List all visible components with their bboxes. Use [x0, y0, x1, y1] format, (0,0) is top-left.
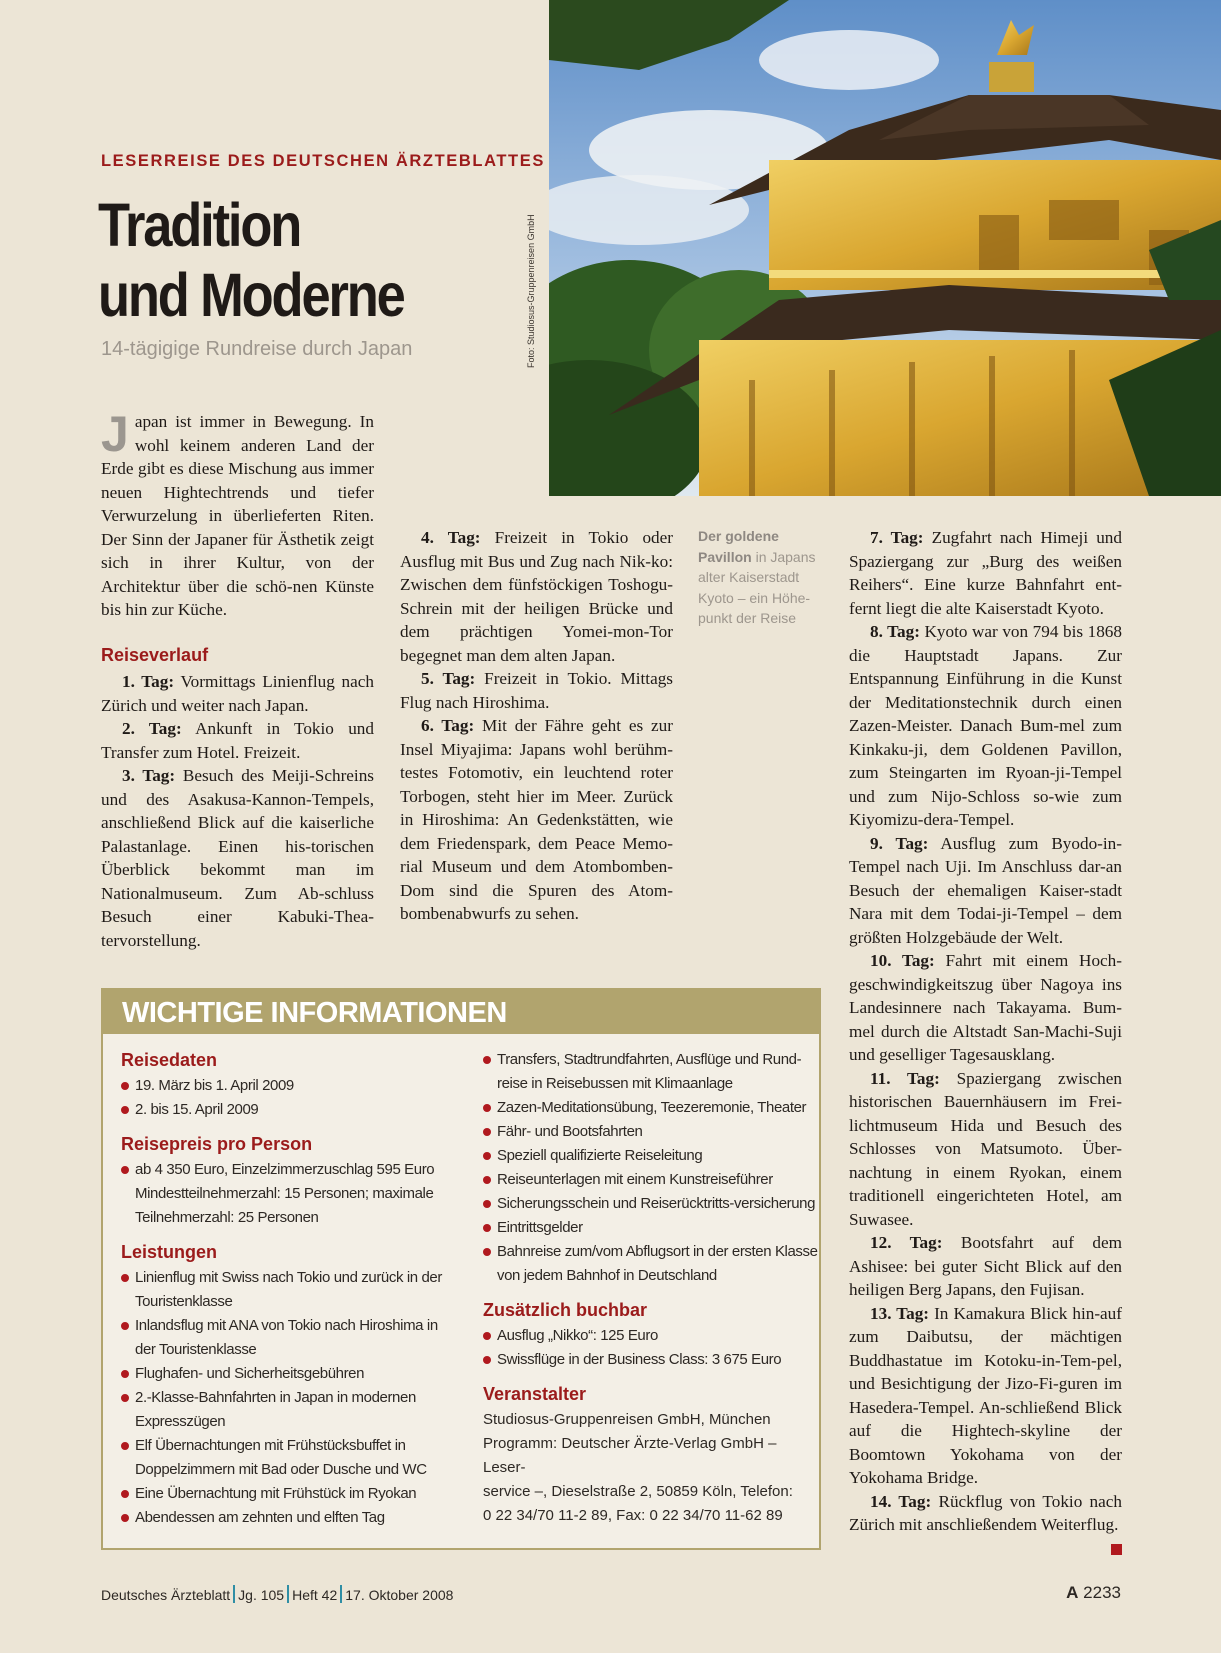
day-paragraph: 6. Tag: Mit der Fähre geht es zur Insel Miyajima: Japans wohl berühm-testes Fotomotiv, ein leuchtend roter Torbogen, steht hier im Meer. Zurück in Hiroshima: An Gedenkstätten, wie dem Friedenspark, dem Peace Memo-rial Museum und dem Atombomben-Dom sind die Spuren des Atom-bombenabwurfs zu sehen.	[400, 716, 673, 923]
list-item: Transfers, Stadtrundfahrten, Ausflüge und Rund-reise in Reisebussen mit Klimaanlage	[483, 1048, 818, 1096]
veranstalter-line: Studiosus-Gruppenreisen GmbH, München	[483, 1411, 771, 1428]
day-paragraph: 3. Tag: Besuch des Meiji-Schreins und des Asakusa-Kannon-Tempels, anschließend Blick auf die kaiserliche Palastanlage. Einen his-torischen Überblick bekommt man im Nationalmuseum. Zum Ab-schluss Besuch einer Kabuki-Thea-tervorstellung.	[101, 766, 374, 950]
list-item: Abendessen am zehnten und elften Tag	[121, 1506, 456, 1530]
day-paragraph: 1. Tag: Vormittags Linienflug nach Zürich und weiter nach Japan.	[101, 672, 374, 715]
info-box-heading: WICHTIGE INFORMATIONEN	[103, 990, 819, 1034]
day-paragraph: 4. Tag: Freizeit in Tokio oder Ausflug mit Bus und Zug nach Nik-ko: Zwischen dem fünfstöckigen Toshogu-Schrein mit der heiligen Brücke und dem prächtigen Yomei-mon-Tor begegnet man dem alten Japan.	[400, 528, 673, 665]
text-column-3	[849, 526, 1122, 1555]
text-column-2	[400, 526, 673, 926]
list-item: Swissflüge in der Business Class: 3 675 Euro	[483, 1348, 818, 1372]
list-item: Elf Übernachtungen mit Frühstücksbuffet in Doppelzimmern mit Bad oder Dusche und WC	[121, 1434, 456, 1482]
day-paragraph: 11. Tag: Spaziergang zwischen historischen Bauernhäusern im Frei-lichtmuseum Hida und Besuch des Schlosses von Matsumoto. Über-nachtung in einem Ryokan, einem traditionell eingerichteten Hotel, am Suwasee.	[849, 1068, 1122, 1229]
info-box	[101, 988, 821, 1550]
footer-separator	[287, 1585, 289, 1603]
list-item: Zazen-Meditationsübung, Teezeremonie, Theater	[483, 1096, 818, 1120]
list-item: Bahnreise zum/vom Abflugsort in der ersten Klasse von jedem Bahnhof in Deutschland	[483, 1240, 818, 1288]
list-item: Eintrittsgelder	[483, 1216, 818, 1240]
kicker: LESERREISE DES DEUTSCHEN ÄRZTEBLATTES	[101, 152, 545, 170]
list-item: 19. März bis 1. April 2009	[121, 1074, 456, 1098]
list-item: Eine Übernachtung mit Frühstück im Ryokan	[121, 1482, 456, 1506]
list-item: Speziell qualifizierte Reiseleitung	[483, 1144, 818, 1168]
veranstalter-line: service –, Dieselstraße 2, 50859 Köln, Telefon:	[483, 1483, 793, 1500]
day-paragraph: 5. Tag: Freizeit in Tokio. Mittags Flug nach Hiroshima.	[400, 669, 673, 712]
list-item: Flughafen- und Sicherheitsgebühren	[121, 1362, 456, 1386]
title-line-1: Tradition	[98, 191, 301, 259]
list-item: Linienflug mit Swiss nach Tokio und zurück in der Touristenklasse	[121, 1266, 456, 1314]
day-paragraph: 13. Tag: In Kamakura Blick hin-auf zum Daibutsu, der mächtigen Buddhastatue im Kotoku-in-Tem-pel, und Besichtigung der Jizo-Fi-guren im Hasedera-Tempel. An-schließend Blick auf die Hightech-skyline der Boomtown Yokohama von der Yokohama Bridge.	[849, 1303, 1122, 1487]
text-column-1	[101, 406, 374, 952]
veranstalter-heading: Veranstalter	[483, 1384, 587, 1404]
info-column-right	[483, 1048, 818, 1528]
journal-name: Deutsches Ärzteblatt	[101, 1587, 231, 1603]
veranstalter-line: Programm: Deutscher Ärzte-Verlag GmbH – Leser-	[483, 1435, 777, 1476]
zusaetzlich-list	[483, 1324, 818, 1372]
list-item: Sicherungsschein und Reiserücktritts-versicherung	[483, 1192, 818, 1216]
list-item: Inlandsflug mit ANA von Tokio nach Hiroshima in der Touristenklasse	[121, 1314, 456, 1362]
intro-paragraph: Japan ist immer in Bewegung. In wohl keinem anderen Land der Erde gibt es diese Mischung aus immer neuen Hightechtrends und tiefer Verwurzelung in überlieferten Riten. Der Sinn der Japaner für Ästhetik zeigt sich in ihrer Kultur, von der Architektur über die schö-nen Künste bis hin zur Küche.	[101, 406, 374, 619]
reisedaten-list	[121, 1074, 456, 1122]
day-paragraph: 12. Tag: Bootsfahrt auf dem Ashisee: bei guter Sicht Blick auf den heiligen Berg Japans, den Fujisan.	[849, 1233, 1122, 1299]
info-column-left	[121, 1048, 456, 1540]
veranstalter-line: 0 22 34/70 11-2 89, Fax: 0 22 34/70 11-62 89	[483, 1507, 783, 1524]
zusaetzlich-heading: Zusätzlich buchbar	[483, 1300, 648, 1320]
leistungen-list-continued	[483, 1048, 818, 1288]
photo-caption: Der goldene Pavillon in Japans alter Kaiserstadt Kyoto – ein Höhe-punkt der Reise	[698, 528, 816, 626]
golden-pavilion-photo	[549, 0, 1221, 496]
preis-heading: Reisepreis pro Person	[121, 1134, 313, 1154]
photo-credit: Foto: Studiosus-Gruppenreisen GmbH	[526, 214, 536, 368]
volume: Jg. 105	[238, 1587, 285, 1603]
section-heading-reiseverlauf: Reiseverlauf	[101, 644, 209, 665]
title-line-2: und Moderne	[98, 261, 404, 329]
page-number: A 2233	[1066, 1583, 1121, 1602]
day-paragraph: 2. Tag: Ankunft in Tokio und Transfer zum Hotel. Freizeit.	[101, 719, 374, 762]
leistungen-heading: Leistungen	[121, 1242, 218, 1262]
day-paragraph: 14. Tag: Rückflug von Tokio nach Zürich mit anschließendem Weiterflug.	[849, 1490, 1122, 1537]
preis-list	[121, 1158, 456, 1230]
list-item: Reiseunterlagen mit einem Kunstreiseführer	[483, 1168, 818, 1192]
end-mark-icon	[1111, 1544, 1122, 1555]
leistungen-list	[121, 1266, 456, 1530]
day-paragraph: 7. Tag: Zugfahrt nach Himeji und Spaziergang zur „Burg des weißen Reihers“. Eine kurze Bahnfahrt ent-fernt liegt die alte Kaiserstadt Kyoto.	[849, 528, 1122, 618]
issue: Heft 42	[292, 1587, 338, 1603]
list-item: 2.-Klasse-Bahnfahrten in Japan in modernen Expresszügen	[121, 1386, 456, 1434]
reisedaten-heading: Reisedaten	[121, 1050, 218, 1070]
article-title	[98, 190, 476, 330]
footer-separator	[340, 1585, 342, 1603]
issue-date: 17. Oktober 2008	[345, 1587, 454, 1603]
subtitle: 14-tägigige Rundreise durch Japan	[101, 338, 413, 360]
list-item: 2. bis 15. April 2009	[121, 1098, 456, 1122]
list-item: Ausflug „Nikko“: 125 Euro	[483, 1324, 818, 1348]
footer-separator	[233, 1585, 235, 1603]
day-paragraph: 9. Tag: Ausflug zum Byodo-in-Tempel nach Uji. Im Anschluss dar-an Besuch der ehemaligen Kaiser-stadt Nara mit dem Todai-ji-Tempel – dem größten Holzgebäude der Welt.	[849, 833, 1122, 947]
list-item: Fähr- und Bootsfahrten	[483, 1120, 818, 1144]
list-item: ab 4 350 Euro, Einzelzimmerzuschlag 595 Euro Mindestteilnehmerzahl: 15 Personen; maximale Teilnehmerzahl: 25 Personen	[121, 1158, 456, 1230]
day-paragraph: 10. Tag: Fahrt mit einem Hoch-geschwindigkeitszug über Nagoya ins Landesinnere nach Takayama. Bum-mel durch die Altstadt San-Machi-Suji und geselliger Tagesausklang.	[849, 951, 1122, 1064]
dropcap: J	[101, 406, 129, 462]
footer	[101, 1585, 453, 1603]
day-paragraph: 8. Tag: Kyoto war von 794 bis 1868 die Hauptstadt Japans. Zur Entspannung Einführung in die Kunst der Meditationstechnik durch einen Zazen-Meister. Danach Bum-mel zum Kinkaku-ji, dem Goldenen Pavillon, zum Steingarten im Ryoan-ji-Tempel und zum Nijo-Schloss so-wie zum Kiyomizu-dera-Tempel.	[849, 622, 1122, 829]
